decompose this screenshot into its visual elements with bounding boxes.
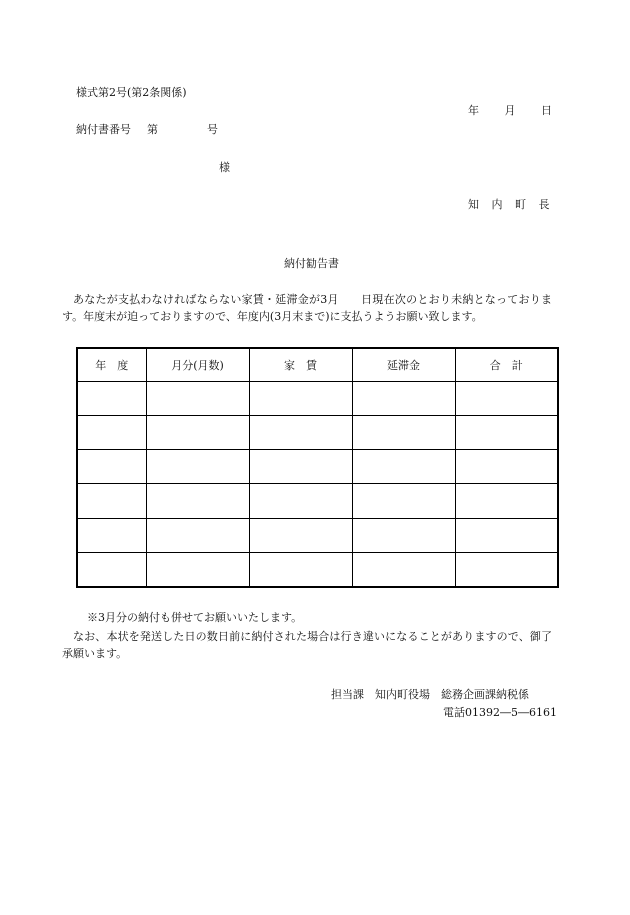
header-month: 月分(月数) bbox=[146, 348, 249, 382]
table-cell bbox=[455, 484, 558, 518]
table-cell bbox=[249, 484, 352, 518]
table-cell bbox=[455, 552, 558, 587]
table-cell bbox=[455, 382, 558, 416]
bill-number-suffix: 号 bbox=[207, 123, 218, 136]
table-cell bbox=[352, 484, 455, 518]
table-cell bbox=[352, 450, 455, 484]
note-crossing: なお、本状を発送した日の数日前に納付された場合は行き違いになることがありますので、御了承願います。 bbox=[62, 630, 552, 660]
table-cell bbox=[352, 382, 455, 416]
addressee-honorific: 様 bbox=[219, 161, 230, 174]
table-cell bbox=[455, 518, 558, 552]
table-cell bbox=[146, 450, 249, 484]
table-cell bbox=[77, 552, 146, 587]
department-contact: 担当課 知内町役場 総務企画課納税係 bbox=[331, 688, 529, 701]
header-rent: 家 賃 bbox=[249, 348, 352, 382]
header-late-fee: 延滞金 bbox=[352, 348, 455, 382]
table-row bbox=[77, 450, 558, 484]
sender: 知 内 町 長 bbox=[468, 198, 550, 211]
table-cell bbox=[249, 382, 352, 416]
table-cell bbox=[352, 552, 455, 587]
document-title: 納付勧告書 bbox=[284, 257, 339, 270]
table-cell bbox=[146, 484, 249, 518]
table-cell bbox=[455, 416, 558, 450]
table-cell bbox=[352, 416, 455, 450]
payment-table bbox=[76, 347, 559, 588]
table-cell bbox=[146, 552, 249, 587]
body-paragraph: あなたが支払わなければならない家賃・延滞金が3月 日現在次のとおり未納となっております。年度末が迫っておりますので、年度内(3月末まで)に支払うようお願い致します。 bbox=[62, 293, 552, 323]
table-cell bbox=[146, 416, 249, 450]
table-cell bbox=[249, 518, 352, 552]
header-total: 合 計 bbox=[455, 348, 558, 382]
table-row bbox=[77, 382, 558, 416]
table-cell bbox=[146, 518, 249, 552]
table-row bbox=[77, 518, 558, 552]
table-cell bbox=[77, 484, 146, 518]
date-line: 年 月 日 bbox=[468, 104, 552, 117]
table-cell bbox=[77, 382, 146, 416]
table-cell bbox=[77, 416, 146, 450]
table-cell bbox=[77, 518, 146, 552]
table-cell bbox=[146, 382, 249, 416]
bill-number-prefix: 第 bbox=[147, 123, 158, 136]
table-cell bbox=[249, 450, 352, 484]
form-number: 様式第2号(第2条関係) bbox=[76, 86, 187, 99]
table-row bbox=[77, 416, 558, 450]
table-cell bbox=[352, 518, 455, 552]
note-march: ※3月分の納付も併せてお願いいたします。 bbox=[87, 611, 303, 624]
header-fiscal-year: 年 度 bbox=[77, 348, 146, 382]
table-cell bbox=[249, 416, 352, 450]
phone-number: 電話01392―5―6161 bbox=[443, 706, 557, 719]
table-row bbox=[77, 484, 558, 518]
table-cell bbox=[249, 552, 352, 587]
table-header-row bbox=[77, 348, 558, 382]
bill-number-label: 納付書番号 bbox=[76, 123, 131, 136]
table-row bbox=[77, 552, 558, 587]
table-cell bbox=[455, 450, 558, 484]
table-cell bbox=[77, 450, 146, 484]
